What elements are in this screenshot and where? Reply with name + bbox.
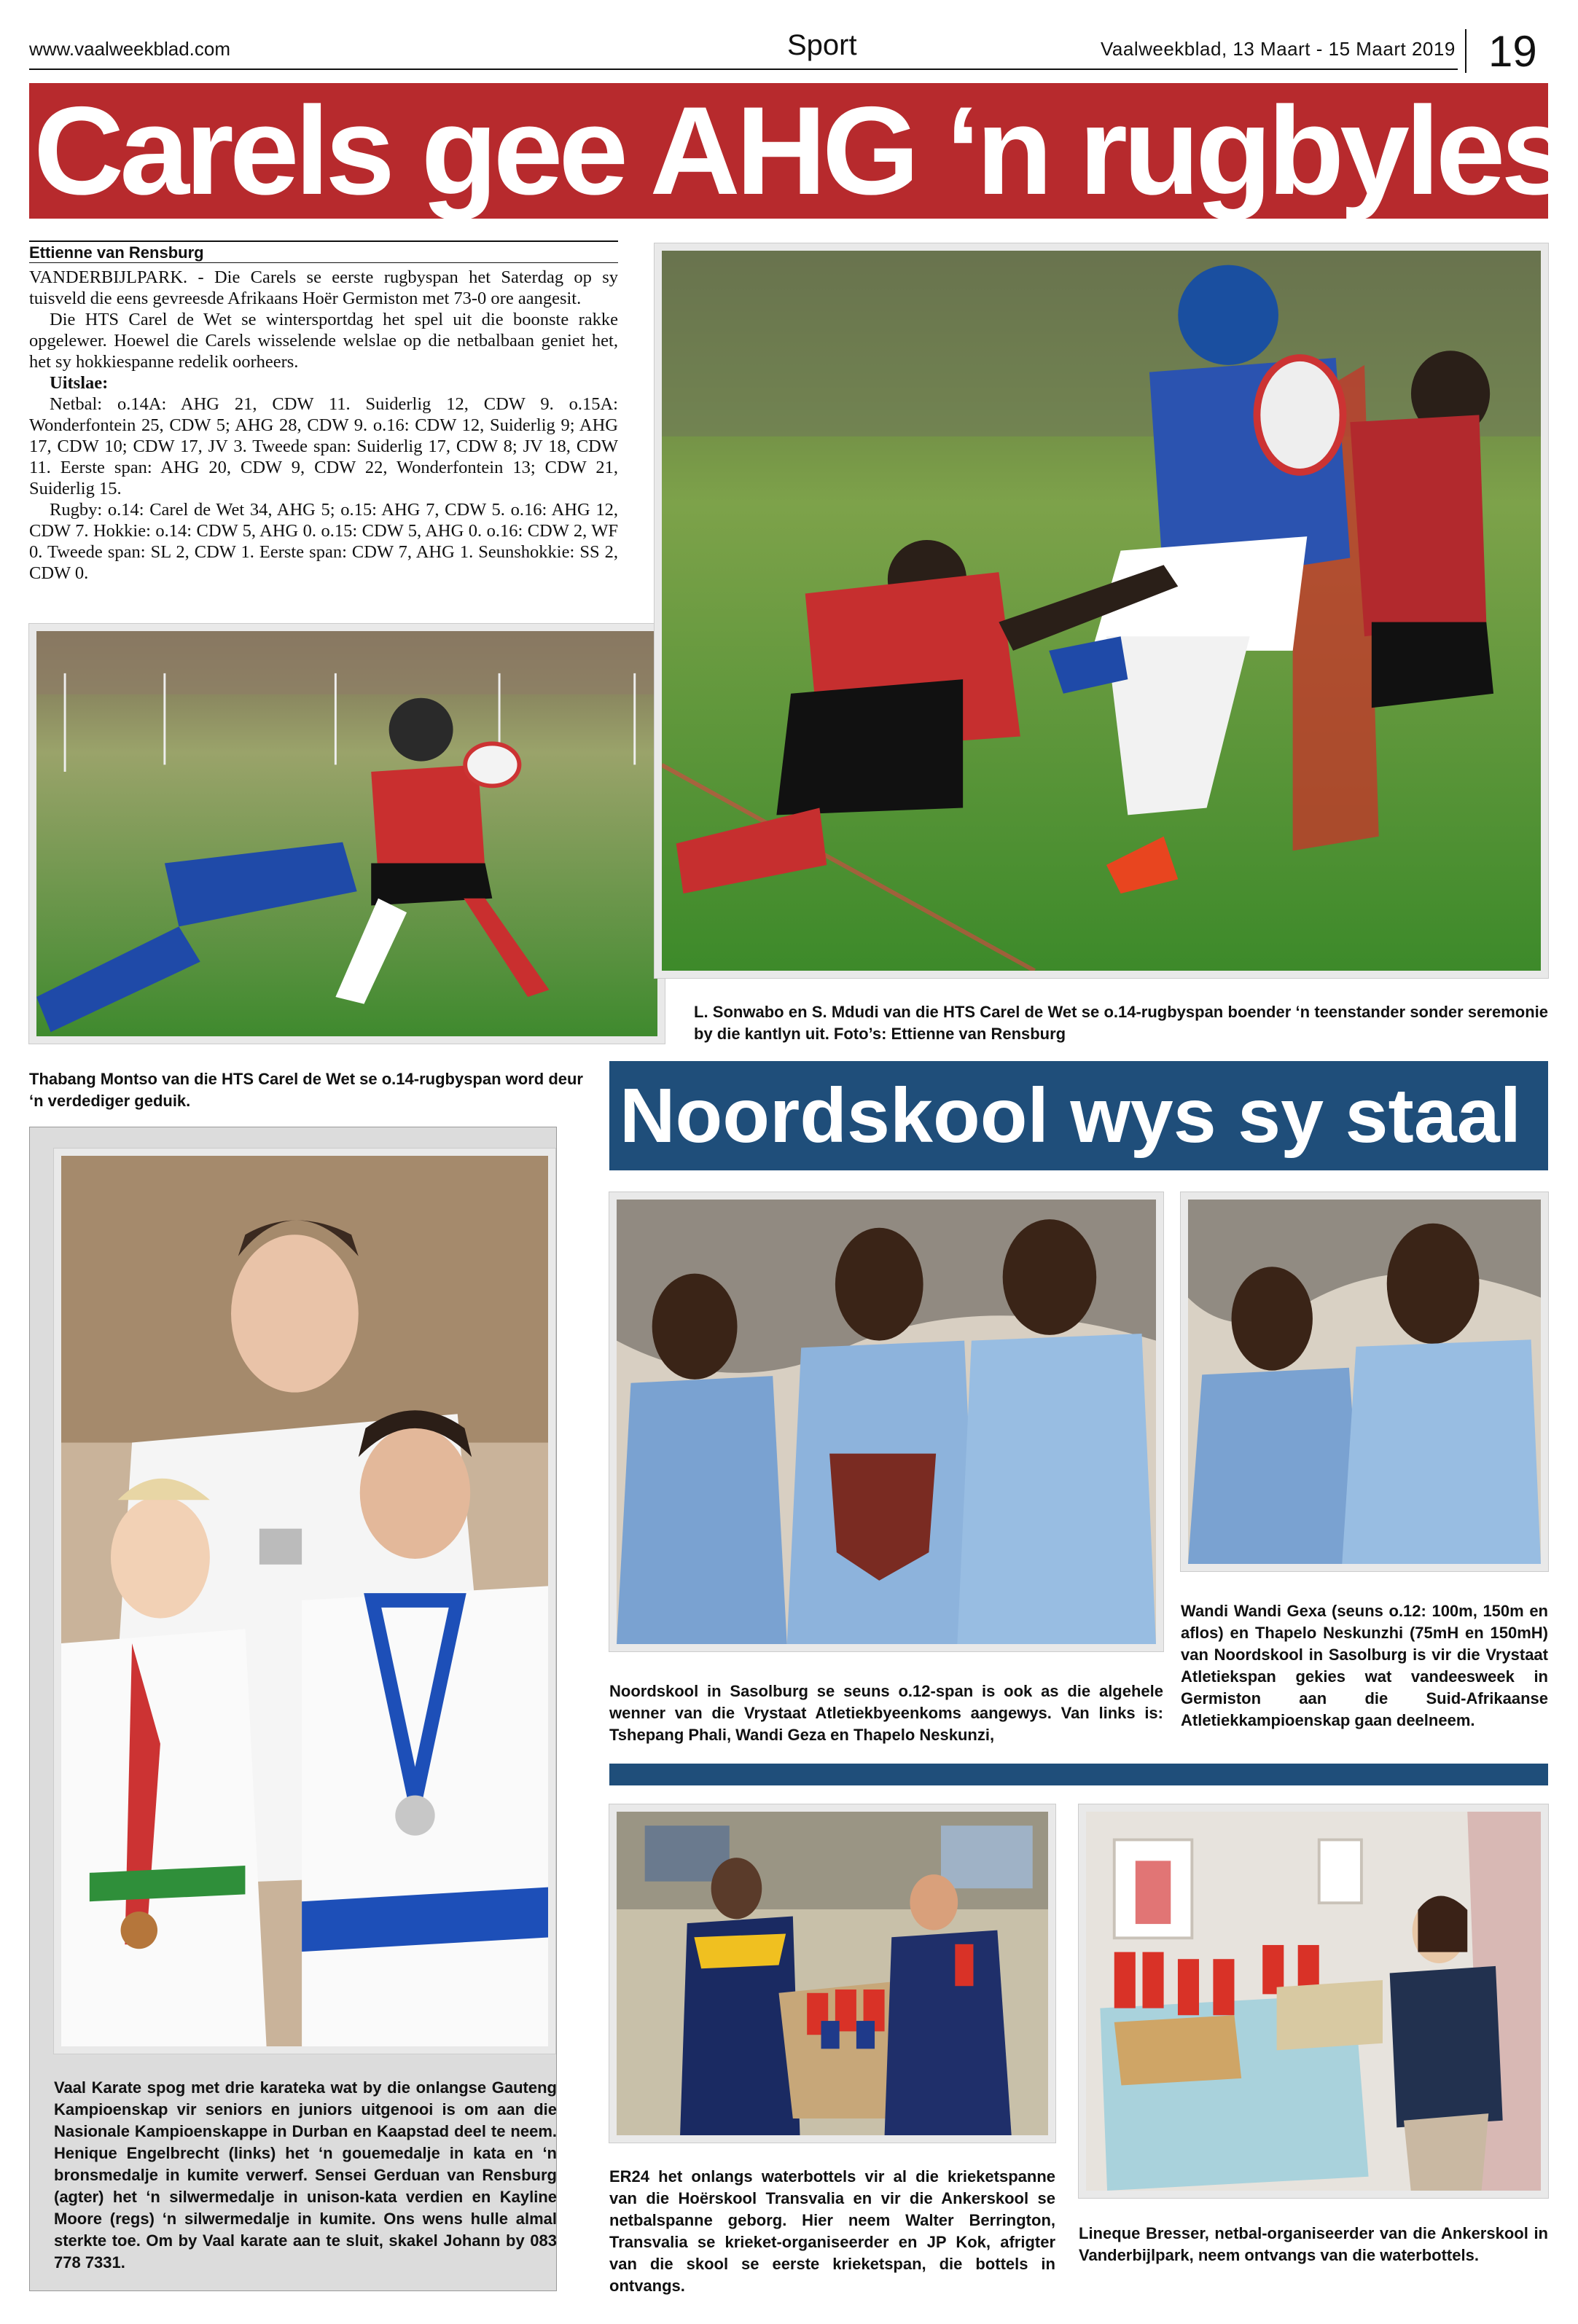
main-headline: Carels gee AHG ‘n rugbyles [34, 81, 1567, 221]
caption-er24-bottles: ER24 het onlangs waterbottels vir al die krieketspanne van die Hoërskool Transvalia en vir die Ankerskool se netbalspanne geborg. Hier neem Walter Berrington, Transvalia se krieket-organiseerder en JP Kok, afrigter van die skool se eerste krieketspan, die bottels in ontvangs. [609, 2167, 1055, 2295]
caption-noordskool-team: Noordskool in Sasolburg se seuns o.12-span is ook as die algehele wenner van die Vrystaat Atletiekbyeenkoms aangewys. Van links is: Tshepang Phali, Wandi Geza en Thapelo Neskunzi, [609, 1682, 1163, 1744]
noordskool-headline-banner [609, 1061, 1548, 1170]
section-divider-bar [609, 1764, 1548, 1785]
byline-rule-bottom [29, 262, 618, 263]
caption-big-rugby-photo: L. Sonwabo en S. Mdudi van die HTS Carel de Wet se o.14-rugbyspan boender ‘n teenstander sonder seremonie by die kantlyn uit. Foto’s: Ettienne van Rensburg [694, 1003, 1548, 1043]
main-headline-banner [29, 81, 1567, 221]
noordskool-team-photo [609, 1192, 1163, 1651]
site-url[interactable]: www.vaalweekblad.com [29, 38, 231, 60]
caption-ankerskool-bottles: Lineque Bresser, netbal-organiseerder van die Ankerskool in Vanderbijlpark, neem ontvangs van die waterbottels. [1079, 2224, 1548, 2264]
caption-karate: Vaal Karate spog met drie karateka wat by die onlangse Gauteng Kampioenskap vir seniors en juniors uitgenooi is om aan die Nasionale Kampioenskappe in Durban en Kaapstad deel te neem. Henique Engelbrecht (links) het ‘n gouemedalje in kata en ‘n bronsmedalje in kumite verwerf. Sensei Gerduan van Rensburg (agter) het ‘n silwermedalje in unison-kata verdien en Kayline Moore (regs) ‘n silwermedalje in kumite. Ons wens hulle almal sterkte toe. Om by Vaal karate aan te sluit, skakel Johann by 083 778 7331. [54, 2078, 557, 2272]
ankerskool-bottles-photo [1079, 1804, 1548, 2198]
header-rule [29, 69, 1458, 70]
rugby-tackle-photo [29, 624, 665, 1044]
rugby-big-photo [655, 243, 1548, 978]
noordskool-athletes-photo [1181, 1192, 1548, 1571]
byline: Ettienne van Rensburg [29, 243, 204, 262]
caption-small-rugby-photo: Thabang Montso van die HTS Carel de Wet se o.14-rugbyspan word deur ‘n verdediger geduik. [29, 1070, 583, 1110]
header-divider [1465, 29, 1466, 73]
article-paragraph: Die HTS Carel de Wet se wintersportdag het spel uit die boonste rakke opgelewer. Hoewel die Carels wisselende welslae op die netbalbaan geniet het, het sy hokkiespanne redelik oorheers. [29, 310, 618, 372]
er24-bottles-photo [609, 1804, 1055, 2143]
byline-rule [29, 240, 618, 242]
article-paragraph: Rugby: o.14: Carel de Wet 34, AHG 5; o.15: AHG 7, CDW 5. o.16: AHG 12, CDW 7. Hokkie: o.14: CDW 5, AHG 0. o.15: CDW 5, AHG 0. o.16: CDW 2, WF 0. Tweede span: SL 2, CDW 1. Eerste span: CDW 7, AHG 1. Seunshokkie: SS 2, CDW 0. [29, 500, 618, 583]
karate-photo [54, 1149, 555, 2054]
article-paragraph: Netbal: o.14A: AHG 21, CDW 11. Suiderlig 12, CDW 9. o.15A: Wonderfontein 25, CDW 5; AHG 28, CDW 9. o.16: CDW 12, Suiderlig 9; AHG 17, CDW 10; CDW 17, JV 3. Tweede span: Suiderlig 17, CDW 8; JV 18, CDW 11. Eerste span: AHG 20, CDW 9, CDW 22, Wonderfontein 13; CDW 21, Suiderlig 15. [29, 394, 618, 498]
results-heading: Uitslae: [50, 373, 109, 393]
page-number: 19 [1488, 27, 1537, 76]
caption-noordskool-athletes: Wandi Wandi Gexa (seuns o.12: 100m, 150m en aflos) en Thapelo Neskunzhi (75mH en 150mH) van Noordskool in Sasolburg is vir die Vrystaat Atletiekspan gekies wat vandeesweek in Germiston aan die Suid-Afrikaanse Atletiekkampioenskap gaan deelneem. [1181, 1602, 1548, 1729]
article-body [29, 267, 618, 584]
issue-date: Vaalweekblad, 13 Maart - 15 Maart 2019 [1101, 38, 1456, 60]
noordskool-headline: Noordskool wys sy staal [620, 1073, 1522, 1159]
article-paragraph: VANDERBIJLPARK. - Die Carels se eerste rugbyspan het Saterdag op sy tuisveld die eens gevreesde Afrikaans Hoër Germiston met 73-0 ore aangesit. [29, 267, 618, 308]
section-label: Sport [787, 29, 857, 61]
